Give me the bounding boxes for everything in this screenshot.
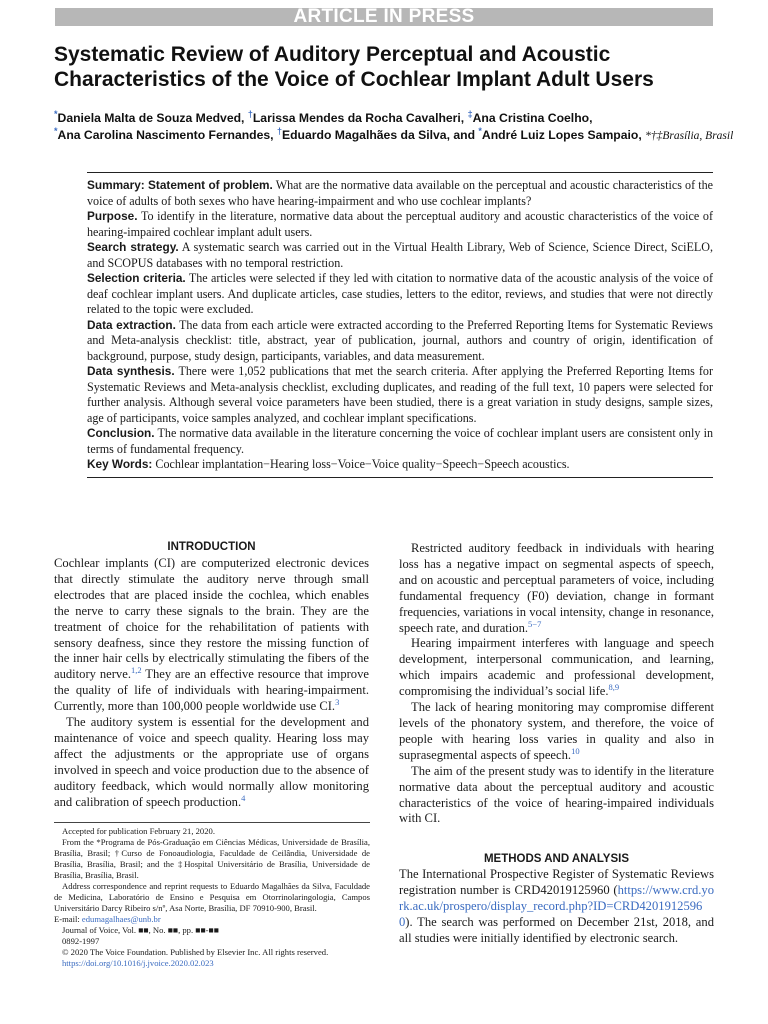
author-mark: *: [478, 125, 482, 136]
abstract-text: The normative data available in the literature concerning the voice of cochlear implant users are consistent only in terms of fundamental frequency.: [87, 426, 714, 456]
email-label: E-mail:: [54, 914, 82, 924]
abstract-label: Conclusion.: [87, 426, 155, 440]
abstract-label: Summary: Statement of problem.: [87, 178, 273, 192]
paper-title: Systematic Review of Auditory Perceptual and Acoustic Characteristics of the Voice of Cochlear Implant Adult Users: [54, 43, 654, 91]
author-5[interactable]: [276, 125, 476, 142]
author-name: Larissa Mendes da Rocha Cavalheri,: [252, 111, 465, 125]
author-name: Ana Carolina Nascimento Fernandes,: [57, 128, 274, 142]
author-mark: †: [247, 108, 253, 119]
abstract-text: There were 1,052 publications that met the search criteria. After applying the Preferred Reporting Items for Systematic Reviews and Meta-analysis checklist, excluding duplicates, and reading of the full text, 10 papers were selected for further analysis. Although several voice parameters have been studied, there is a great variation in study designs, sample sizes, age of participants, voice samples analyzed, and cochlear implant specifications.: [87, 364, 713, 425]
paragraph-text: They are an effective resource that improve the quality of life of individuals with hearing-impairment. Currently, more than 100,000 people worldwide use CI.: [54, 667, 369, 714]
paragraph-text: The lack of hearing monitoring may compromise different levels of the phonatory system, and therefore, the voice of people with hearing loss varies in quality and also in suprasegmental aspects of speech.: [399, 700, 714, 762]
footnote-copyright: © 2020 The Voice Foundation. Published by Elsevier Inc. All rights reserved.: [62, 947, 329, 957]
abstract-text: Cochlear implantation−Hearing loss−Voice−Voice quality−Speech−Speech acoustics.: [155, 457, 570, 471]
abstract-text: The articles were selected if they led with citation to normative data of the acoustic analysis of the voice of deaf cochlear implant users. And duplicate articles, case studies, letters to the editor, reviews, and studies that were not directly related to the topic were excluded.: [87, 271, 713, 316]
footnote-accepted: Accepted for publication February 21, 2020.: [62, 826, 215, 836]
abstract-label: Purpose.: [87, 209, 138, 223]
abstract-text: What are the normative data available on the perceptual and acoustic characteristics of the voice of adults of both sexes who have hearing-impairment and who use cochlear implants?: [87, 178, 713, 208]
abstract-summary: [87, 178, 713, 209]
author-6[interactable]: [478, 125, 642, 142]
abstract-label: Search strategy.: [87, 240, 179, 254]
author-3[interactable]: [467, 108, 593, 125]
abstract-keywords: [87, 457, 713, 473]
abstract-search-strategy: [87, 240, 713, 271]
abstract-text: A systematic search was carried out in the Virtual Health Library, Web of Science, Science Direct, SciELO, and SCOPUS databases with no temporal restriction.: [87, 240, 713, 270]
abstract-text: To identify in the literature, normative data about the perceptual auditory and acoustic characteristics of the voice of hearing-impaired cochlear implant adult users.: [87, 209, 714, 239]
abstract-label: Data synthesis.: [87, 364, 175, 378]
affiliation: [645, 130, 733, 142]
intro-paragraph: The aim of the present study was to identify in the literature normative data about the perceptual auditory and acoustic characteristics of the voice of hearing-impaired individuals with CI.: [399, 763, 714, 826]
affiliation-place: Brasília, Brasil: [662, 130, 734, 142]
abstract-conclusion: [87, 426, 713, 457]
paragraph-text: Restricted auditory feedback in individuals with hearing loss has a negative impact on segmental aspects of speech, and on acoustic and perceptual parameters of voice, including fundamental frequency (F0) deviation, change in formant frequencies, variations in vocal intensity, change in resonance, speech rate, and duration.: [399, 541, 714, 635]
footnote-address: Address correspondence and reprint requests to Eduardo Magalhães da Silva, Faculdade de Medicina, Laboratório de Ensino e Pesquisa em Otorrinolaringologia, Campos Universitário Darcy Ribeiro s/nº, Asa Norte, Brasília, DF 70910-900, Brasil.: [54, 881, 370, 913]
abstract-data-extraction: [87, 318, 713, 365]
paragraph-text: ). The search was performed on December 21st, 2018, and all studies were initially identified by electronic search.: [399, 914, 714, 945]
abstract-label: Selection criteria.: [87, 271, 186, 285]
doi-link[interactable]: https://doi.org/10.1016/j.jvoice.2020.02.023: [62, 958, 214, 968]
author-mark: *: [54, 125, 58, 136]
prospero-link[interactable]: https://www.crd.york.ac.uk/prospero/display_record.php?ID=CRD42019125960: [399, 882, 714, 929]
author-name: Eduardo Magalhães da Silva, and: [281, 128, 476, 142]
footnote-affiliations: From the *Programa de Pós-Graduação em Ciências Médicas, Universidade de Brasília, Brasília, Brasil; †Curso de Fonoaudiologia, Faculdade de Ceilândia, Universidade de Brasília, Brasília, Brasil; and the ‡Hospital Universitário de Brasília, Universidade de Brasília, Brasília, Brasil.: [54, 837, 370, 880]
footnote-email-line: [54, 914, 370, 925]
abstract-selection-criteria: [87, 271, 713, 318]
author-name: Daniela Malta de Souza Medved,: [57, 111, 245, 125]
methods-section: [399, 852, 714, 947]
article-in-press-banner: ARTICLE IN PRESS: [55, 8, 713, 26]
abstract-text: The data from each article were extracted according to the Preferred Reporting Items for Systematic Reviews and Meta-analysis checklist: title, abstract, year of publication, journal, authors and country of origin, identification of background, purpose, study design, participants, variables, and data measurement.: [87, 317, 713, 363]
footnote-journal: Journal of Voice, Vol. ■■, No. ■■, pp. ■■-■■: [62, 925, 219, 935]
abstract-label: Key Words:: [87, 457, 153, 471]
methods-heading: METHODS AND ANALYSIS: [483, 853, 630, 865]
author-mark: †: [276, 125, 282, 136]
author-name: Ana Cristina Coelho,: [472, 111, 593, 125]
introduction-paragraph: [54, 715, 369, 810]
author-2[interactable]: [247, 108, 465, 125]
paragraph-text: Cochlear implants (CI) are computerized electronic devices that directly stimulate the auditory nerve through small electrodes that are placed inside the cochlea, which enables the nerve to carry these signals to the brain. They are the treatment of choice for the rehabilitation of patients with sensory deafness, since they restore the missing function of the inner hair cells by electrically stimulating the fibers of the auditory nerve.: [54, 556, 369, 682]
paragraph-text: The auditory system is essential for the development and maintenance of voice and speech quality. Hearing loss may affect the adjustments or the appropriate use of organs involved in speech and voice production due to the absence of auditory feedback, which would normally allow monitoring and calibration of speech production.: [54, 715, 369, 809]
abstract: [87, 172, 713, 478]
methods-paragraph: [399, 867, 714, 947]
citation-link[interactable]: 10: [571, 745, 580, 756]
author-name: André Luiz Lopes Sampaio,: [481, 128, 642, 142]
paragraph-text: Hearing impairment interferes with language and speech development, interpersonal communication, and learning, which impairs academic and professional development, compromising the individual’s social life.: [399, 636, 714, 699]
footnote-issn: 0892-1997: [62, 936, 100, 946]
footnote: [54, 822, 370, 969]
author-4[interactable]: [54, 125, 274, 142]
abstract-data-synthesis: [87, 364, 713, 426]
paragraph-text: The International Prospective Register of Systematic Reviews registration number is CRD42019125960 (: [399, 867, 714, 897]
intro-paragraph: [399, 541, 714, 636]
introduction-heading: INTRODUCTION: [167, 541, 256, 553]
intro-paragraph: [399, 700, 714, 764]
author-mark: *: [54, 108, 58, 119]
introduction-paragraph: [54, 556, 369, 715]
author-1[interactable]: [54, 108, 245, 125]
citation-link[interactable]: 5−7: [528, 618, 542, 629]
citation-link[interactable]: 1,2: [130, 665, 142, 676]
citation-link[interactable]: 8,9: [608, 681, 620, 692]
abstract-purpose: [87, 209, 713, 240]
affiliation-marks: *†‡: [645, 130, 663, 142]
intro-paragraph: [399, 636, 714, 700]
abstract-label: Data extraction.: [87, 317, 176, 332]
email-link[interactable]: edumagalhaes@unb.br: [81, 914, 161, 924]
citation-link[interactable]: 3: [335, 696, 340, 707]
author-mark: ‡: [467, 108, 473, 119]
right-column-intro: [399, 541, 714, 827]
citation-link[interactable]: 4: [241, 792, 246, 803]
introduction-section: [54, 540, 369, 811]
author-list: [54, 110, 734, 145]
